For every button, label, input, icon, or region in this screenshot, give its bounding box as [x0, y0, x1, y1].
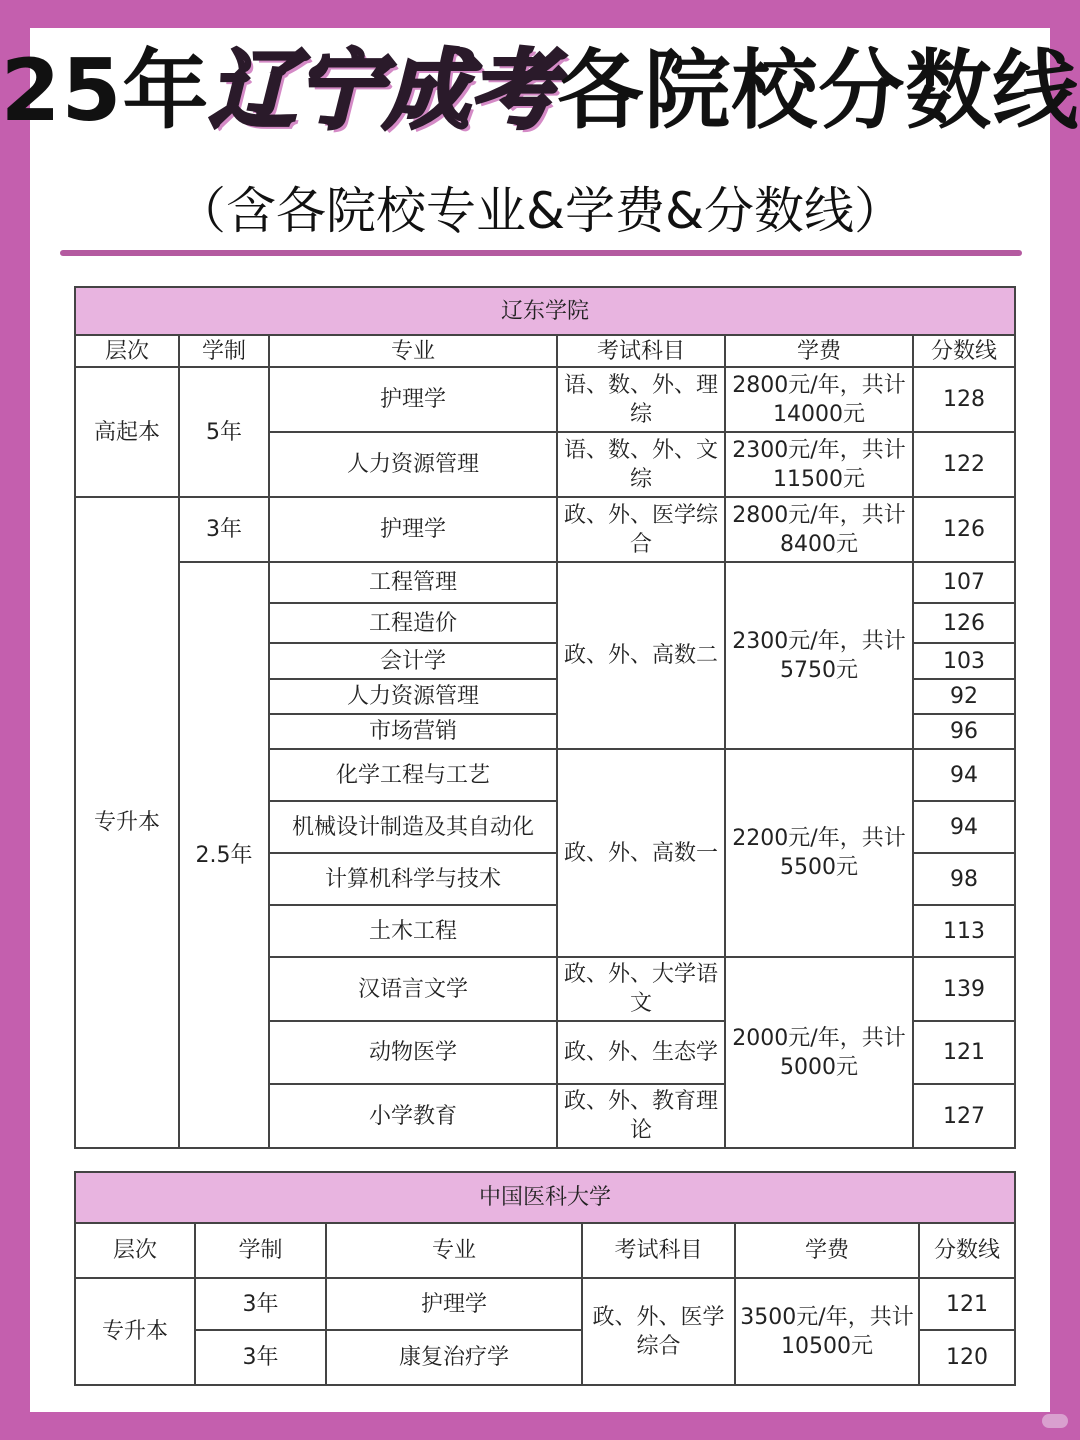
table-row: [75, 497, 1015, 562]
score-cell: 126: [913, 497, 1015, 562]
table-row: [75, 562, 1015, 603]
fee-cell: 2300元/年，共计11500元: [725, 432, 913, 497]
major-cell: 化学工程与工艺: [269, 749, 557, 801]
duration-cell: 2.5年: [179, 562, 269, 1148]
duration-cell: 3年: [179, 497, 269, 562]
watermark-badge: [1042, 1414, 1068, 1428]
major-cell: 会计学: [269, 643, 557, 679]
title-divider: [60, 250, 1022, 256]
major-cell: 康复治疗学: [326, 1330, 582, 1385]
col-header-duration: 学制: [195, 1223, 326, 1278]
subject-cell: 政、外、医学综合: [557, 497, 725, 562]
subject-cell: 政、外、生态学: [557, 1021, 725, 1084]
fee-cell: 2800元/年，共计14000元: [725, 367, 913, 432]
score-cell: 94: [913, 801, 1015, 853]
page-subtitle: （含各院校专业&学费&分数线）: [176, 182, 904, 240]
level-cell: 专升本: [75, 1278, 195, 1385]
score-cell: 103: [913, 643, 1015, 679]
major-cell: 计算机科学与技术: [269, 853, 557, 905]
major-cell: 工程管理: [269, 562, 557, 603]
major-cell: 护理学: [269, 497, 557, 562]
subject-cell: 政、外、大学语文: [557, 957, 725, 1021]
subject-cell: 政、外、医学综合: [582, 1278, 735, 1385]
duration-cell: 3年: [195, 1278, 326, 1330]
fee-cell: 2800元/年，共计8400元: [725, 497, 913, 562]
col-header-fee: 学费: [735, 1223, 919, 1278]
subject-cell: 政、外、高数二: [557, 562, 725, 749]
subject-cell: 语、数、外、理综: [557, 367, 725, 432]
col-header-level: 层次: [75, 1223, 195, 1278]
fee-cell: 2200元/年，共计5500元: [725, 749, 913, 957]
col-header-major: 专业: [269, 335, 557, 367]
major-cell: 市场营销: [269, 714, 557, 749]
score-cell: 122: [913, 432, 1015, 497]
score-cell: 128: [913, 367, 1015, 432]
major-cell: 护理学: [269, 367, 557, 432]
col-header-subject: 考试科目: [582, 1223, 735, 1278]
major-cell: 人力资源管理: [269, 679, 557, 714]
subject-cell: 语、数、外、文综: [557, 432, 725, 497]
col-header-score: 分数线: [919, 1223, 1015, 1278]
school-name: 中国医科大学: [75, 1172, 1015, 1223]
duration-cell: 3年: [195, 1330, 326, 1385]
fee-cell: 2000元/年，共计5000元: [725, 957, 913, 1148]
score-cell: 96: [913, 714, 1015, 749]
score-cell: 94: [913, 749, 1015, 801]
score-cell: 92: [913, 679, 1015, 714]
score-cell: 127: [913, 1084, 1015, 1148]
school-name: 辽东学院: [75, 287, 1015, 335]
score-cell: 120: [919, 1330, 1015, 1385]
school-table-cmu: [74, 1171, 1016, 1386]
fee-cell: 2300元/年，共计5750元: [725, 562, 913, 749]
col-header-score: 分数线: [913, 335, 1015, 367]
col-header-duration: 学制: [179, 335, 269, 367]
score-cell: 107: [913, 562, 1015, 603]
subject-cell: 政、外、教育理论: [557, 1084, 725, 1148]
score-cell: 121: [919, 1278, 1015, 1330]
table-row: [75, 367, 1015, 432]
col-header-fee: 学费: [725, 335, 913, 367]
col-header-level: 层次: [75, 335, 179, 367]
score-cell: 98: [913, 853, 1015, 905]
major-cell: 人力资源管理: [269, 432, 557, 497]
major-cell: 汉语言文学: [269, 957, 557, 1021]
major-cell: 工程造价: [269, 603, 557, 643]
duration-cell: 5年: [179, 367, 269, 497]
fee-cell: 3500元/年，共计10500元: [735, 1278, 919, 1385]
subject-cell: 政、外、高数一: [557, 749, 725, 957]
title-highlight: 辽宁成考: [209, 41, 558, 141]
col-header-major: 专业: [326, 1223, 582, 1278]
major-cell: 动物医学: [269, 1021, 557, 1084]
page-title: 25年辽宁成考各院校分数线: [0, 41, 1080, 141]
level-cell: 专升本: [75, 497, 179, 1148]
major-cell: 机械设计制造及其自动化: [269, 801, 557, 853]
score-cell: 139: [913, 957, 1015, 1021]
school-table-liaodong: [74, 286, 1016, 1149]
score-cell: 113: [913, 905, 1015, 957]
major-cell: 护理学: [326, 1278, 582, 1330]
score-cell: 126: [913, 603, 1015, 643]
major-cell: 土木工程: [269, 905, 557, 957]
score-cell: 121: [913, 1021, 1015, 1084]
col-header-subject: 考试科目: [557, 335, 725, 367]
level-cell: 高起本: [75, 367, 179, 497]
major-cell: 小学教育: [269, 1084, 557, 1148]
table-row: [75, 1278, 1015, 1330]
